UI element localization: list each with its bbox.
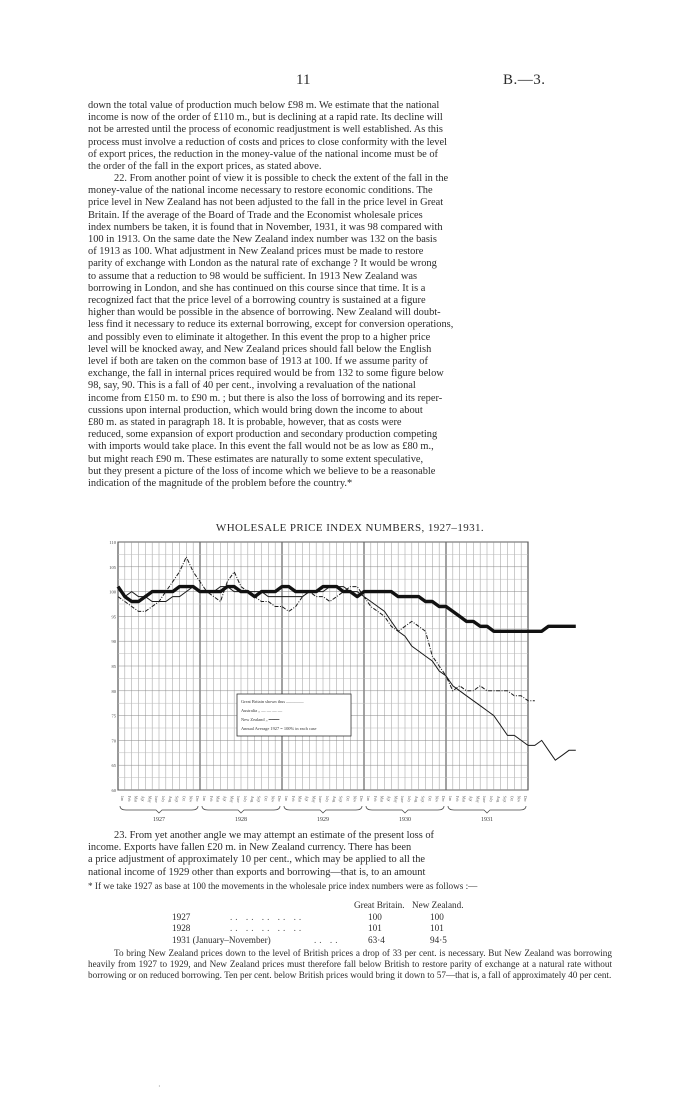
month-label: Apr [468, 796, 473, 802]
month-label: Aug [495, 796, 500, 803]
month-label: Apr [140, 796, 145, 802]
month-label: Dec [277, 796, 282, 802]
text-line: income from £150 m. to £90 m. ; but there is also the loss of borrowing and its reper- [88, 392, 443, 404]
text-line: less find it necessary to reduce its external borrowing, except for conversion operations, [88, 319, 454, 331]
text-line: reduced, some expansion of export production and secondary production competing [88, 429, 438, 441]
month-label: Feb [126, 796, 131, 802]
paragraph-22 [88, 173, 612, 490]
month-label: Jan [366, 796, 370, 801]
leader-dots: .. .. .. .. .. [230, 911, 305, 922]
legend-entry: Great Britain shown thus ———— [241, 699, 304, 704]
month-label: June [318, 796, 323, 803]
text-line: not be arrested until the process of economic readjustment is well established. As this [88, 124, 443, 136]
row-label: 1928 [172, 923, 191, 933]
month-label: Sept [502, 796, 507, 803]
nz-value: 94·5 [430, 934, 447, 945]
text-line: to assume that a reduction to 98 would be sufficient. In 1913 New Zealand was [88, 270, 418, 282]
month-label: Mar [133, 796, 138, 802]
text-line: of export prices, the reduction in the money-value of the national income must be of [88, 148, 438, 160]
month-label: Dec [523, 796, 528, 802]
month-label: Sept [256, 796, 261, 803]
text-line: process must involve a reduction of costs and prices to close conformity with the level [88, 136, 447, 148]
col-header-nz: New Zealand. [412, 900, 464, 910]
paragraph-23 [88, 830, 612, 879]
text-line: £80 m. as stated in paragraph 18. It is probable, however, that as costs were [88, 417, 402, 429]
month-label: Feb [290, 796, 295, 802]
month-label: Jan [448, 796, 452, 801]
legend-entry: Australia „ — — — — [241, 708, 283, 713]
text-line: national income of 1929 other than exports and borrowing—that is, to an amount [88, 866, 426, 878]
text-line: borrowing in London, and she has continued on this course since that time. It is a [88, 282, 426, 294]
month-label: Oct [263, 796, 268, 802]
text-line: 98, say, 90. This is a fall of 40 per cent., involving a revaluation of the national [88, 380, 416, 392]
row-label: 1931 (January–November) [172, 934, 271, 945]
y-tick-label: 90 [111, 639, 116, 645]
y-tick-label: 105 [109, 564, 116, 570]
y-tick-label: 70 [111, 738, 116, 744]
month-label: Apr [386, 796, 391, 802]
year-bracket [284, 806, 362, 813]
month-label: Nov [352, 796, 357, 803]
leader-dots: .. .. .. .. .. [230, 923, 305, 933]
year-bracket [448, 806, 526, 813]
footnote-text: To bring New Zealand prices down to the level of British prices a drop of 33 per cent. is necessary. But New Zealand was borrowing heavily from 1927 to 1929, and New Zealand prices must therefore fall below British to restore parity of exchange at a natural rate without borrowing or on reduced borrowing. Ten per cent. below British prices would bring it down to 57—that is, a fall of approximately 40 per cent. [88, 948, 612, 980]
year-bracket [366, 806, 444, 813]
y-tick-label: 100 [109, 589, 116, 595]
text-line: 22. From another point of view it is possible to check the extent of the fall in the [114, 173, 449, 184]
text-line: 100 in 1913. On the same date the New Zealand index number was 132 on the basis [88, 234, 437, 246]
month-label: Jan [202, 796, 206, 801]
text-line: down the total value of production much below £98 m. We estimate that the national [88, 100, 440, 111]
text-line: income. Exports have fallen £20 m. in New Zealand currency. There has been [88, 842, 412, 854]
text-line: parity of exchange with London as the natural rate of exchange ? It would be wrong [88, 258, 437, 270]
month-label: Nov [188, 796, 193, 803]
year-label: 1927 [153, 817, 165, 823]
month-label: Feb [372, 796, 377, 802]
y-tick-label: 95 [111, 614, 116, 620]
row-label: 1927 [172, 911, 191, 922]
text-line: of 1913 as 100. What adjustment in New Zealand prices must be made to restore [88, 246, 424, 258]
footnote-intro: * If we take 1927 as base at 100 the movements in the wholesale price index numbers were as follows :— [88, 881, 478, 891]
month-label: Jan [284, 796, 288, 801]
y-tick-label: 65 [111, 763, 116, 769]
paragraph-continued [88, 100, 612, 173]
month-label: Sept [338, 796, 343, 803]
month-label: Nov [516, 796, 521, 803]
page-number: 11 [296, 72, 311, 88]
month-label: June [482, 796, 487, 803]
price-index-chart [100, 538, 532, 823]
month-label: Apr [304, 796, 309, 802]
y-tick-label: 60 [111, 788, 116, 793]
text-line: a price adjustment of approximately 10 per cent., which may be applied to all the [88, 854, 426, 866]
year-label: 1930 [399, 817, 411, 823]
month-label: Nov [434, 796, 439, 803]
y-tick-label: 75 [111, 713, 116, 719]
col-header-gb: Great Britain. [354, 900, 405, 910]
text-line: but they present a picture of the loss of income which we believe to be a reasonable [88, 465, 436, 477]
month-label: Aug [167, 796, 172, 803]
gb-value: 63·4 [368, 934, 385, 945]
month-label: Feb [208, 796, 213, 802]
gb-value: 100 [368, 911, 382, 922]
nz-value: 100 [430, 911, 444, 922]
month-label: July [407, 796, 411, 802]
y-tick-label: 110 [109, 540, 116, 545]
text-line: index numbers be taken, it is found that in November, 1931, it was 98 compared with [88, 221, 443, 233]
text-line: level will be knocked away, and New Zealand prices should fall below the English [88, 343, 432, 355]
month-label: Oct [345, 796, 350, 802]
month-label: July [489, 796, 493, 802]
month-label: Sept [420, 796, 425, 803]
series-line-new-zealand [118, 587, 576, 632]
month-label: July [325, 796, 329, 802]
month-label: May [393, 796, 398, 803]
text-line: and possibly even to eliminate it altogether. In this event the prop to a higher price [88, 331, 431, 343]
year-label: 1931 [481, 817, 493, 823]
year-label: 1929 [317, 817, 329, 823]
month-label: Mar [297, 796, 302, 802]
y-tick-label: 80 [111, 688, 116, 694]
year-bracket [120, 806, 198, 813]
gb-value: 101 [368, 923, 382, 933]
month-label: Aug [413, 796, 418, 803]
text-line: price level in New Zealand has not been adjusted to the fall in the price level in Great [88, 197, 444, 209]
month-label: Aug [249, 796, 254, 803]
text-line: cussions upon internal production, which would bring down the income to about [88, 404, 423, 416]
leader-dots: .. .. [314, 934, 341, 945]
text-line: with imports would take place. In this event the fall would not be as low as £80 m., [88, 441, 434, 453]
year-bracket [202, 806, 280, 813]
text-line: higher than would be possible in the absence of borrowing. New Zealand will doubt- [88, 307, 441, 319]
month-label: June [236, 796, 241, 803]
month-label: July [243, 796, 247, 802]
month-label: Aug [331, 796, 336, 803]
month-label: May [147, 796, 152, 803]
text-line: the order of the fall in the export prices, as stated above. [88, 161, 322, 173]
month-label: Dec [359, 796, 364, 802]
year-label: 1928 [235, 817, 247, 823]
text-line: 23. From yet another angle we may attempt an estimate of the present loss of [114, 830, 434, 841]
y-tick-label: 85 [111, 664, 116, 669]
month-label: Nov [270, 796, 275, 803]
month-label: Mar [215, 796, 220, 802]
nz-value: 101 [430, 923, 444, 933]
month-label: Jan [120, 796, 124, 801]
month-label: May [311, 796, 316, 803]
month-label: Apr [222, 796, 227, 802]
month-label: Dec [195, 796, 200, 802]
month-label: Sept [174, 796, 179, 803]
text-line: exchange, the fall in internal prices required would be from 132 to some figure below [88, 368, 444, 380]
document-reference: B.—3. [503, 72, 546, 88]
month-label: June [154, 796, 159, 803]
month-label: Feb [454, 796, 459, 802]
month-label: May [229, 796, 234, 803]
legend-entry: Annual Average 1927 = 100% in each case [241, 726, 317, 731]
scan-mark: · [158, 1082, 161, 1091]
text-line: level if both are taken on the common base of 1913 at 100. If we assume parity of [88, 356, 428, 368]
month-label: Oct [427, 796, 432, 802]
month-label: Dec [441, 796, 446, 802]
text-line: indication of the magnitude of the problem before the country.* [88, 478, 353, 490]
month-label: Mar [379, 796, 384, 802]
month-label: Oct [509, 796, 514, 802]
month-label: June [400, 796, 405, 803]
month-label: Oct [181, 796, 186, 802]
text-line: recognized fact that the price level of a borrowing country is sustained at a figure [88, 295, 426, 307]
month-label: Mar [461, 796, 466, 802]
text-line: money-value of the national income necessary to restore economic conditions. The [88, 185, 433, 197]
text-line: but might reach £90 m. These estimates are naturally to some extent speculative, [88, 453, 424, 465]
text-line: income is now of the order of £110 m., but is declining at a rapid rate. Its decline will [88, 112, 443, 124]
legend-entry: New Zealand „ ━━━━ [241, 717, 280, 722]
month-label: July [161, 796, 165, 802]
month-label: May [475, 796, 480, 803]
chart-title: WHOLESALE PRICE INDEX NUMBERS, 1927–1931. [215, 522, 485, 534]
text-line: Britain. If the average of the Board of Trade and the Economist wholesale prices [88, 209, 423, 221]
